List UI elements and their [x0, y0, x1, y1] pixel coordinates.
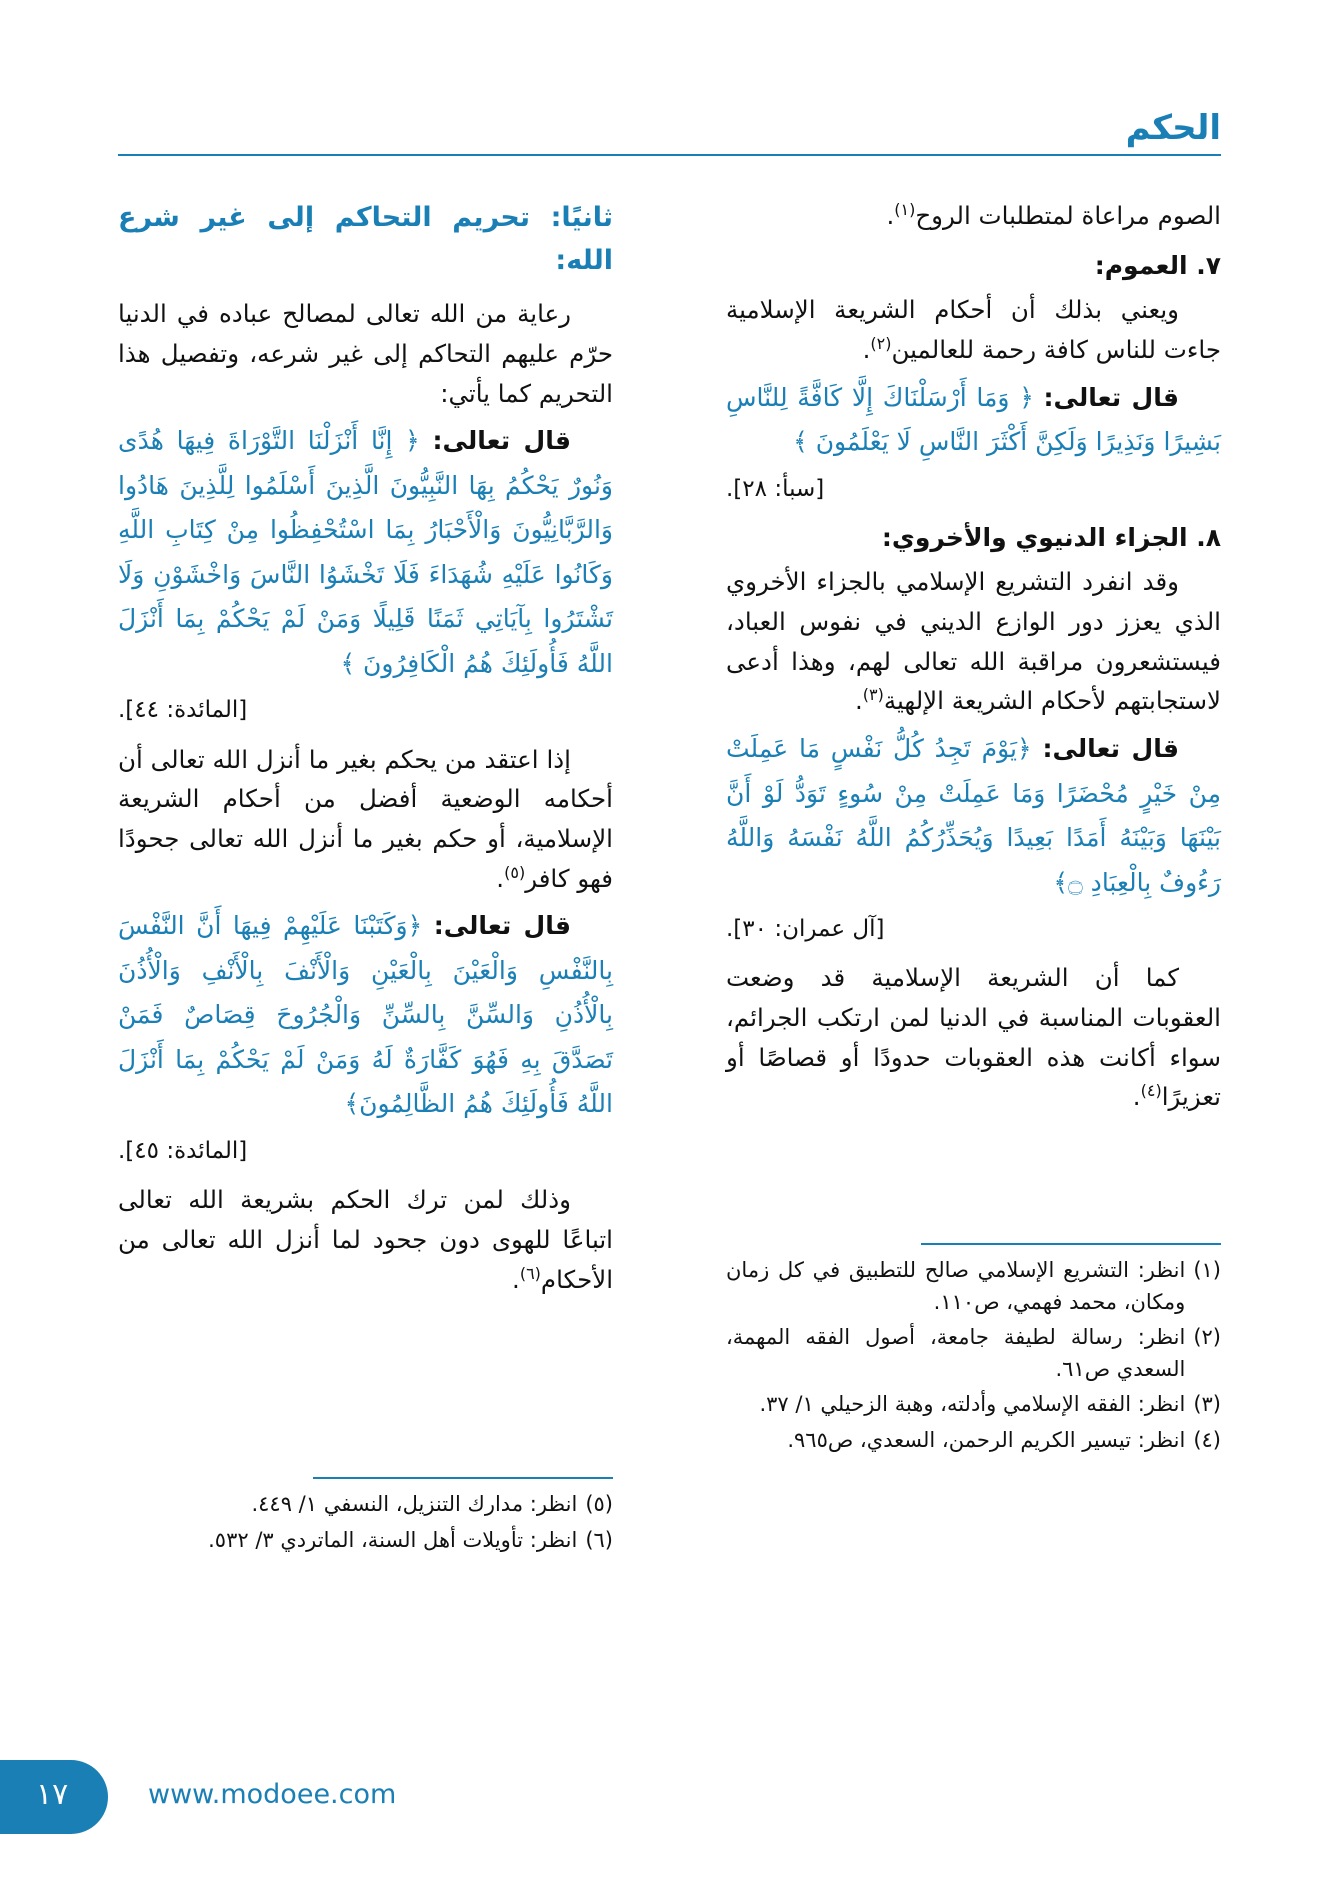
paragraph [726, 958, 1221, 1117]
paragraph: رعاية من الله تعالى لمصالح عباده في الدنيا حرّم عليهم التحاكم إلى غير شرعه، وتفصيل هذا التحريم كما يأتي: [118, 299, 613, 408]
quran-quote [118, 904, 613, 1127]
quote-reference: [المائدة: ٤٤]. [118, 697, 248, 724]
footer-url[interactable]: www.modoee.com [148, 1779, 397, 1810]
paragraph-text: ويعني بذلك أن أحكام الشريعة الإسلامية جاءت للناس كافة رحمة للعالمين [726, 295, 1221, 364]
footnote-number: (٦) [585, 1527, 613, 1552]
paragraph-text: إذا اعتقد من يحكم بغير ما أنزل الله تعالى أن أحكامه الوضعية أفضل من أحكام الشريعة الإسلامية، أو حكم بغير ما أنزل الله تعالى جحودًا فهو كافر [118, 744, 613, 893]
footnotes-left [118, 1477, 613, 1560]
paragraph [118, 1180, 613, 1299]
quote-lead: قال تعالى: [1042, 734, 1180, 764]
paragraph-end: . [862, 334, 871, 364]
footnote-marker: (٥) [504, 862, 526, 882]
footnote-marker: (٢) [870, 333, 892, 353]
footnote-number: (٢) [1193, 1325, 1221, 1349]
quran-quote [726, 727, 1221, 905]
quote-text: ﴿وَكَتَبْنَا عَلَيْهِمْ فِيهَا أَنَّ النَّفْسَ بِالنَّفْسِ وَالْعَيْنَ بِالْعَيْنِ وَالْأَنْفَ بِالْأَنْفِ وَالْأُذُنَ بِالْأُذُنِ وَالسِّنَّ بِالسِّنِّ وَالْجُرُوحَ قِصَاصٌ فَمَنْ تَصَدَّقَ بِهِ فَهُوَ كَفَّارَةٌ لَهُ وَمَنْ لَمْ يَحْكُمْ بِمَا أَنْزَلَ اللَّهُ فَأُولَئِكَ هُمُ الظَّالِمُونَ﴾ [118, 911, 613, 1119]
footnote-item [726, 1389, 1221, 1421]
page-header [118, 108, 1221, 166]
footnote-text: انظر: مدارك التنزيل، النسفي ١/ ٤٤٩. [251, 1492, 578, 1516]
quote-reference: [المائدة: ٤٥]. [118, 1137, 248, 1164]
footnote-item [726, 1322, 1221, 1385]
paragraph-end: . [886, 201, 895, 230]
paragraph-text: وقد انفرد التشريع الإسلامي بالجزاء الأخروي الذي يعزز دور الوازع الديني في نفوس العباد، فيستشعرون مراقبة الله تعالى لهم، وهذا أدعى لاستجابتهم لأحكام الشريعة الإلهية [726, 567, 1221, 716]
footnote-number: (٥) [585, 1492, 613, 1516]
footnote-divider [921, 1243, 1221, 1245]
quote-lead: قال تعالى: [1043, 382, 1180, 412]
paragraph-text: وذلك لمن ترك الحكم بشريعة الله تعالى اتباعًا للهوى دون جحود لما أنزل الله تعالى من الأحكام [118, 1185, 613, 1294]
footnote-item [118, 1489, 613, 1521]
footnote-text: انظر: تيسير الكريم الرحمن، السعدي، ص٩٦٥. [787, 1427, 1186, 1452]
paragraph [726, 290, 1221, 369]
right-column [726, 196, 1221, 1123]
header-divider [118, 154, 1221, 156]
page-number: ١٧ [36, 1777, 69, 1812]
paragraph-end: . [1132, 1082, 1141, 1112]
section-heading-7: ٧. العموم: [1094, 250, 1221, 280]
quran-quote [726, 376, 1221, 465]
footnote-item [726, 1255, 1221, 1318]
quote-lead: قال تعالى: [433, 911, 571, 941]
quote-text: ﴿يَوْمَ تَجِدُ كُلُّ نَفْسٍ مَا عَمِلَتْ مِنْ خَيْرٍ مُحْضَرًا وَمَا عَمِلَتْ مِنْ سُوءٍ تَوَدُّ لَوْ أَنَّ بَيْنَهَا وَبَيْنَهُ أَمَدًا بَعِيدًا وَيُحَذِّرُكُمُ اللَّهُ نَفْسَهُ وَاللَّهُ رَءُوفٌ بِالْعِبَادِ ۝﴾ [726, 734, 1221, 897]
section-heading-8: ٨. الجزاء الدنيوي والأخروي: [881, 522, 1221, 552]
paragraph-text: الصوم مراعاة لمتطلبات الروح [915, 201, 1221, 230]
footnote-text: انظر: الفقه الإسلامي وأدلته، وهبة الزحيلي ١/ ٣٧. [759, 1392, 1186, 1416]
paragraph-end: . [496, 863, 505, 893]
footnote-marker: (٣) [862, 685, 884, 705]
footnote-number: (١) [1193, 1258, 1221, 1282]
footnote-text: انظر: تأويلات أهل السنة، الماتردي ٣/ ٥٣٢. [208, 1527, 578, 1552]
footnote-item [726, 1425, 1221, 1457]
footnote-marker: (٤) [1140, 1081, 1162, 1101]
section-heading-secondly: ثانيًا: تحريم التحاكم إلى غير شرع الله: [118, 202, 613, 277]
left-column [118, 196, 613, 1305]
paragraph [118, 740, 613, 899]
paragraph-text: كما أن الشريعة الإسلامية قد وضعت العقوبات المناسبة في الدنيا لمن ارتكب الجرائم، سواء أكانت هذه العقوبات حدودًا أو قصاصًا أو تعزيرًا [726, 963, 1221, 1112]
quote-text: ﴿ وَمَا أَرْسَلْنَاكَ إِلَّا كَافَّةً لِلنَّاسِ بَشِيرًا وَنَذِيرًا وَلَكِنَّ أَكْثَرَ النَّاسِ لَا يَعْلَمُونَ ﴾ [726, 382, 1221, 457]
paragraph-end: . [512, 1264, 520, 1294]
footnote-divider [313, 1477, 613, 1479]
footnote-number: (٣) [1193, 1392, 1221, 1416]
quote-reference: [آل عمران: ٣٠]. [726, 916, 885, 943]
quote-lead: قال تعالى: [432, 426, 572, 456]
quote-text: ﴿ إِنَّا أَنْزَلْنَا التَّوْرَاةَ فِيهَا هُدًى وَنُورٌ يَحْكُمُ بِهَا النَّبِيُّونَ الَّذِينَ أَسْلَمُوا لِلَّذِينَ هَادُوا وَالرَّبَّانِيُّونَ وَالْأَحْبَارُ بِمَا اسْتُحْفِظُوا مِنْ كِتَابِ اللَّهِ وَكَانُوا عَلَيْهِ شُهَدَاءَ فَلَا تَخْشَوُا النَّاسَ وَاخْشَوْنِ وَلَا تَشْتَرُوا بِآيَاتِي ثَمَنًا قَلِيلًا وَمَنْ لَمْ يَحْكُمْ بِمَا أَنْزَلَ اللَّهُ فَأُولَئِكَ هُمُ الْكَافِرُونَ ﴾ [118, 426, 613, 678]
footnote-text: انظر: رسالة لطيفة جامعة، أصول الفقه المهمة، السعدي ص٦١. [726, 1325, 1186, 1381]
quran-quote [118, 419, 613, 686]
footnotes-right [726, 1243, 1221, 1460]
header-title: الحكم [1125, 108, 1221, 148]
paragraph [726, 562, 1221, 721]
quote-reference: [سبأ: ٢٨]. [726, 475, 825, 502]
footnote-number: (٤) [1193, 1427, 1221, 1452]
footnote-text: انظر: التشريع الإسلامي صالح للتطبيق في كل زمان ومكان، محمد فهمي، ص١١٠. [726, 1258, 1186, 1314]
footnote-marker: (٦) [519, 1263, 541, 1283]
paragraph [726, 196, 1221, 236]
footnote-item [118, 1525, 613, 1557]
footnote-marker: (١) [894, 199, 916, 219]
paragraph-end: . [854, 686, 863, 716]
